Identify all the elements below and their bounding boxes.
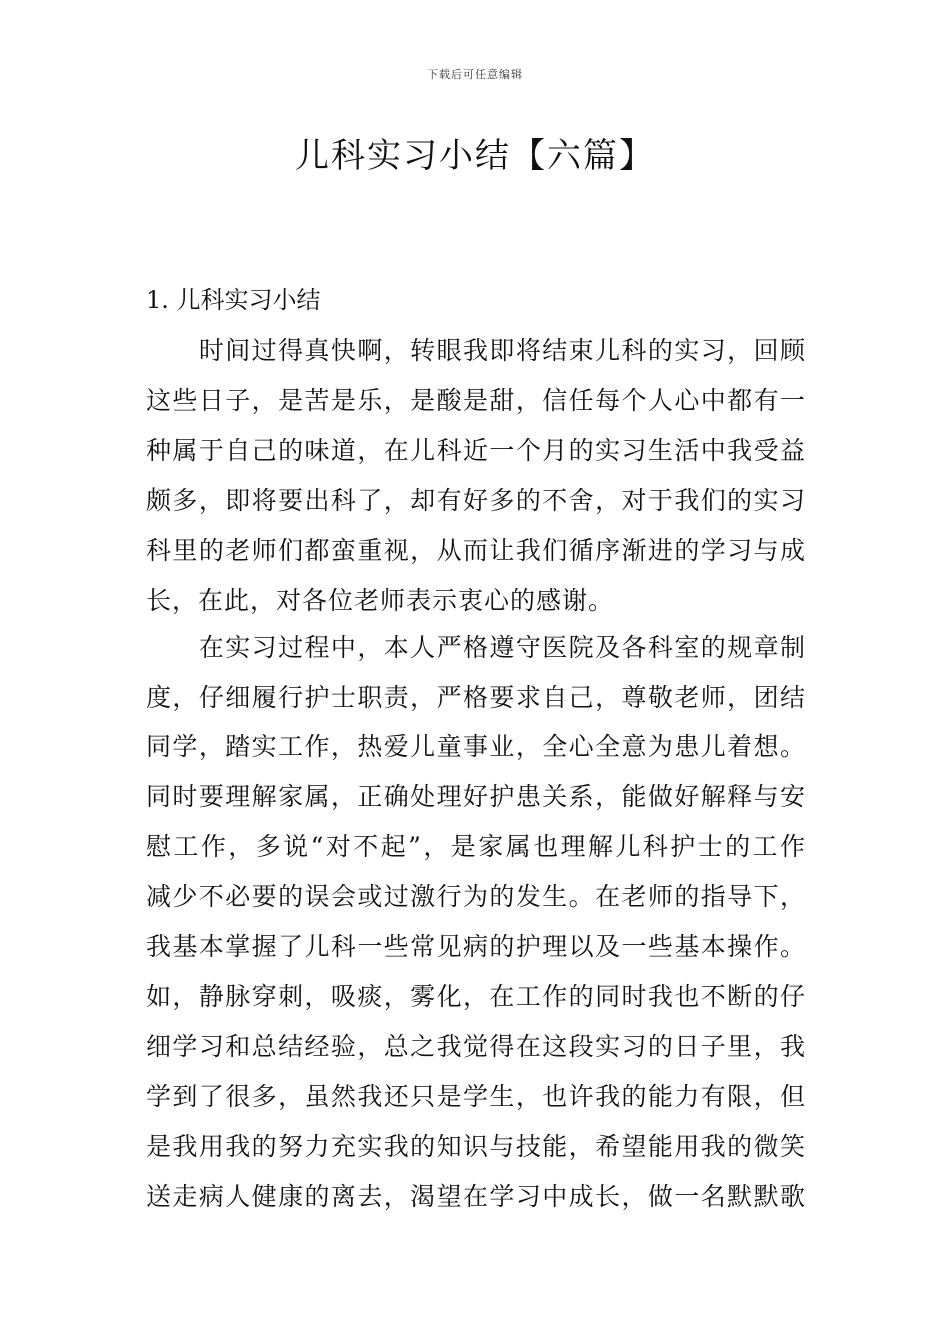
paragraph-line: 减少不必要的误会或过激行为的发生。在老师的指导下， [146,882,806,911]
paragraph-line: 种属于自己的味道，在儿科近一个月的实习生活中我受益 [146,436,806,465]
paragraph-line: 时间过得真快啊，转眼我即将结束儿科的实习，回顾 [146,336,806,365]
paragraph-line: 如，静脉穿刺，吸痰，雾化，在工作的同时我也不断的仔 [146,982,806,1011]
paragraph-line: 送走病人健康的离去，渴望在学习中成长，做一名默默歌 [146,1182,806,1211]
paragraph-line: 颇多，即将要出科了，却有好多的不舍，对于我们的实习 [146,486,806,515]
paragraph-line: 同学，踏实工作，热爱儿童事业，全心全意为患儿着想。 [146,732,806,761]
paragraph-line: 学到了很多，虽然我还只是学生，也许我的能力有限，但 [146,1082,806,1111]
section-heading: 1. 儿科实习小结 [146,286,321,314]
paragraph-line: 细学习和总结经验，总之我觉得在这段实习的日子里，我 [146,1032,806,1061]
paragraph-line: 在实习过程中，本人严格遵守医院及各科室的规章制 [146,633,806,662]
header-note: 下载后可任意编辑 [427,68,523,81]
paragraph-line: 慰工作，多说“对不起”，是家属也理解儿科护士的工作 [146,832,806,861]
paragraph-line: 长，在此，对各位老师表示衷心的感谢。 [146,586,615,615]
paragraph-line: 同时要理解家属，正确处理好护患关系，能做好解释与安 [146,782,806,811]
paragraph-line: 这些日子，是苦是乐，是酸是甜，信任每个人心中都有一 [146,386,806,415]
paragraph-line: 我基本掌握了儿科一些常见病的护理以及一些基本操作。 [146,932,806,961]
paragraph-line: 是我用我的努力充实我的知识与技能，希望能用我的微笑 [146,1132,806,1161]
document-title: 儿科实习小结【六篇】 [295,136,655,176]
paragraph-line: 度，仔细履行护士职责，严格要求自己，尊敬老师，团结 [146,683,806,712]
paragraph-line: 科里的老师们都蛮重视，从而让我们循序渐进的学习与成 [146,536,806,565]
